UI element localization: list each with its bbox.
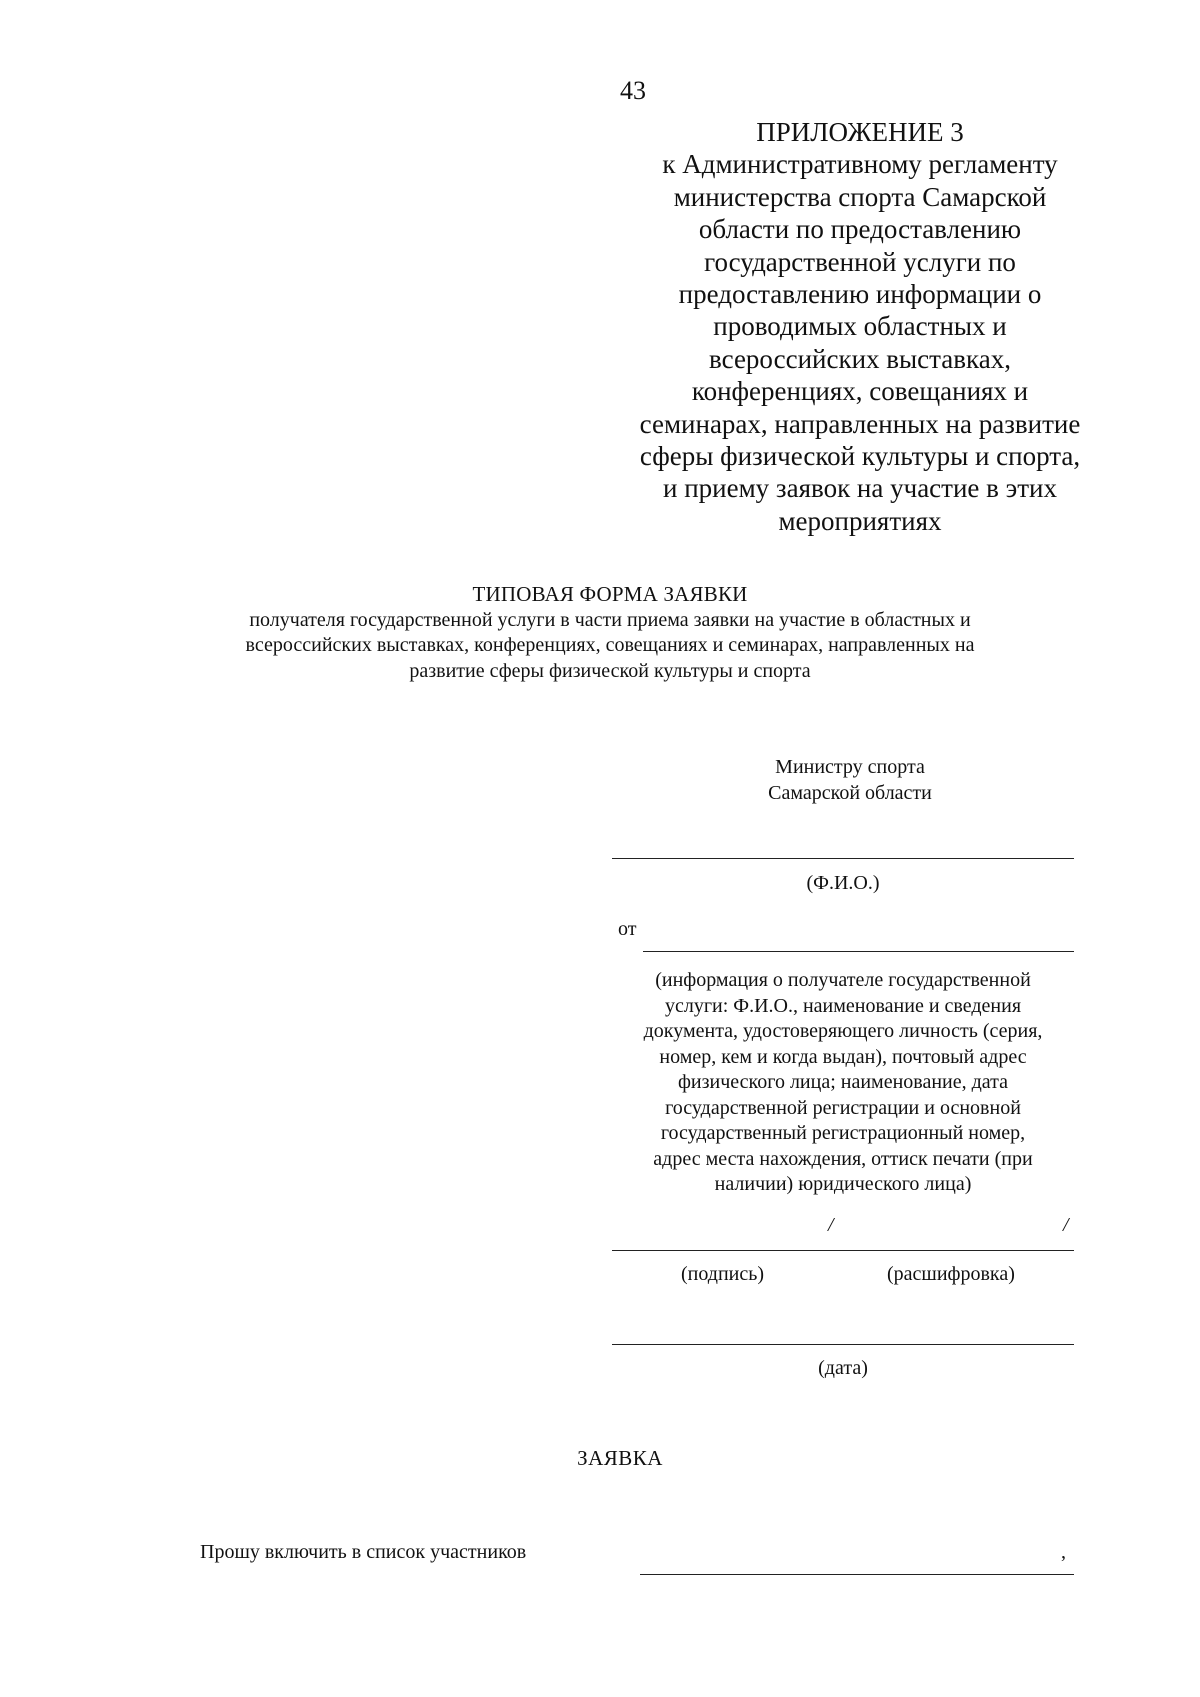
from-field-line[interactable] [643,951,1074,952]
appendix-line: министерства спорта Самарской [673,181,1047,212]
appendix-line: конференциях, совещаниях и [691,376,1029,407]
addressee [700,755,1000,806]
form-title: ТИПОВАЯ ФОРМА ЗАЯВКИ [472,582,748,606]
appendix-line: семинарах, направленных на развитие [639,408,1081,439]
appendix-title: ПРИЛОЖЕНИЕ 3 [756,117,964,147]
page-number: 43 [620,76,646,105]
addressee-line: Самарской области [768,781,932,804]
appendix-line: мероприятиях [778,505,942,536]
fio-field-line[interactable] [612,858,1074,859]
info-line: физического лица; наименование, дата [677,1071,1009,1093]
form-subtitle-line: получателя государственной услуги в части приема заявки на участие в областных и [249,608,971,631]
fio-label: (Ф.И.О.) [806,872,880,894]
info-line: адрес места нахождения, оттиск печати (при [653,1147,1033,1170]
addressee-line: Министру спорта [775,756,925,778]
appendix-line: области по предоставлению [698,214,1022,245]
info-line: номер, кем и когда выдан), почтовый адрес [659,1045,1027,1068]
date-label: (дата) [818,1357,868,1379]
from-label: от [618,918,637,940]
info-line: государственный регистрационный номер, [660,1122,1026,1144]
form-subtitle-line: всероссийских выставках, конференциях, совещаниях и семинарах, направленных на [245,634,975,656]
slash-separator: / [1063,1214,1069,1236]
form-subtitle-line: развитие сферы физической культуры и спорта [409,659,811,682]
applicant-info-description [612,968,1074,1198]
request-text: Прошу включить в список участников [200,1541,527,1563]
info-line: государственной регистрации и основной [665,1096,1021,1119]
slash-separator: / [828,1214,834,1236]
appendix-line: проводимых областных и [713,311,1007,342]
application-title: ЗАЯВКА [577,1446,663,1470]
decoding-label: (расшифровка) [887,1263,1015,1285]
info-line: (информация о получателе государственной [655,969,1031,991]
signature-field-line[interactable] [612,1250,1074,1251]
info-line: услуги: Ф.И.О., наименование и сведения [664,994,1022,1017]
info-line: наличии) юридического лица) [714,1173,972,1195]
date-field-line[interactable] [612,1344,1074,1345]
appendix-line: государственной услуги по [704,246,1016,277]
appendix-line: всероссийских выставках, [709,343,1011,374]
appendix-line: предоставлению информации о [678,279,1042,310]
appendix-block [620,116,1100,537]
trailing-comma: , [1061,1541,1066,1563]
info-line: документа, удостоверяющего личность (серия, [643,1020,1043,1042]
participants-field-line[interactable] [640,1574,1074,1575]
appendix-line: сферы физической культуры и спорта, [639,441,1081,472]
form-header [200,582,1020,684]
appendix-line: и приему заявок на участие в этих [663,473,1057,504]
signature-label: (подпись) [681,1263,765,1285]
appendix-line: к Административному регламенту [662,149,1058,180]
